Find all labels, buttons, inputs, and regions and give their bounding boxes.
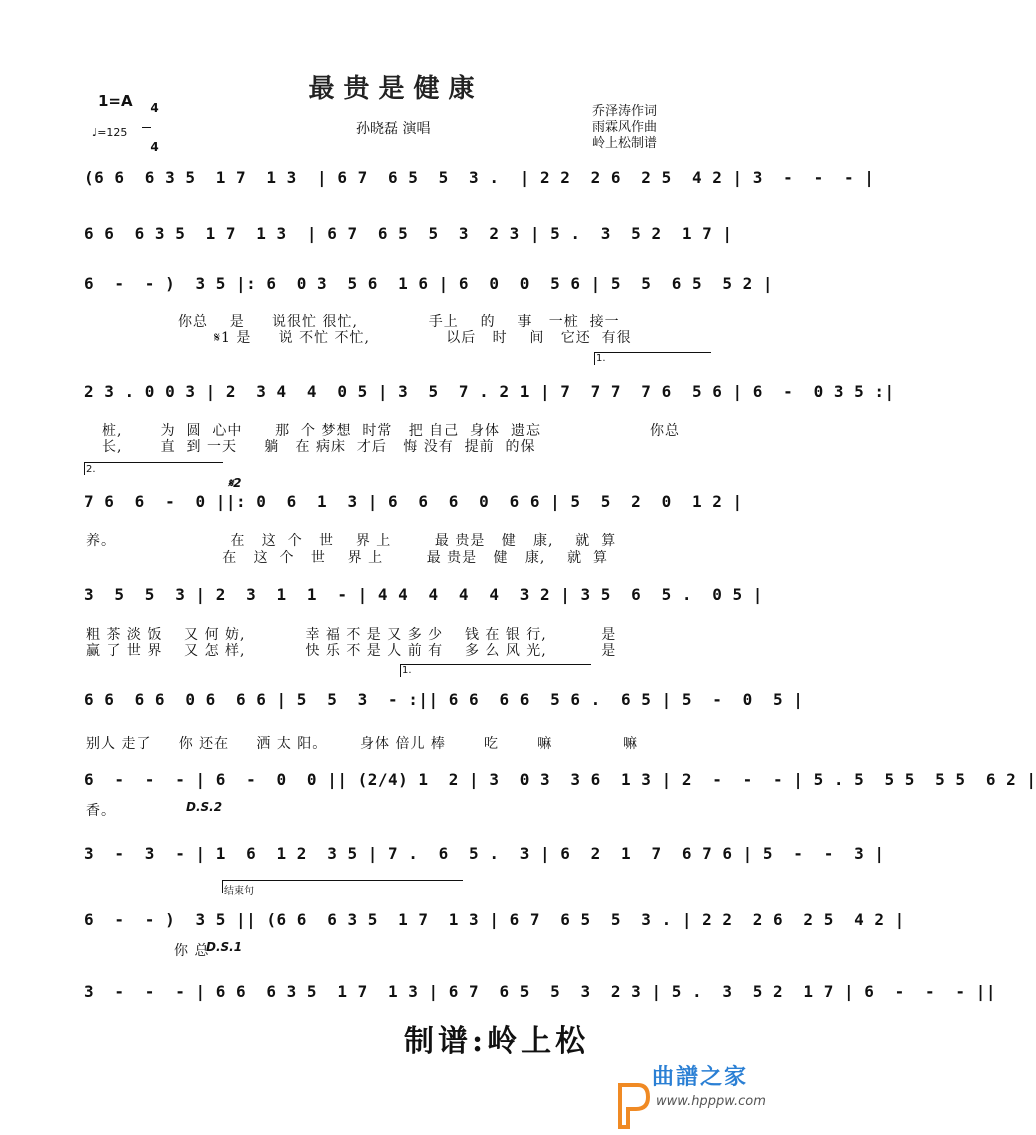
music-row-6: 3 5 5 3 | 2 3 1 1 - | 4 4 4 4 4 3 2 | 3 5 6 5 . 0 5 |	[84, 585, 763, 604]
composer: 雨霖风作曲	[592, 120, 658, 135]
music-row-5: 7 6 6 - 0 ||: 0 6 1 3 | 6 6 6 0 6 6 | 5 5 2 0 1 2 |	[84, 492, 743, 511]
lyricist: 乔泽涛作词	[592, 104, 658, 119]
site-url[interactable]: www.hpppw.com	[656, 1094, 766, 1109]
time-bottom: 4	[150, 140, 159, 154]
music-row-4: 2 3 . 0 0 3 | 2 3 4 4 0 5 | 3 5 7 . 2 1 | 7 7 7 7 6 5 6 | 6 - 0 3 5 :|	[84, 382, 895, 401]
arranger-signature: 制谱:岭上松	[404, 1024, 590, 1059]
music-row-8: 6 - - - | 6 - 0 0 || (2/4) 1 2 | 3 0 3 3 6 1 3 | 2 - - - | 5 . 5 5 5 5 5 6 2 |	[84, 770, 1036, 789]
lyric-line-7: 你 总	[174, 943, 210, 959]
ending-bracket	[222, 880, 463, 893]
lyric-line-2b: 长, 直 到 一天 躺 在 病床 才后 悔 没有 提前 的保	[102, 439, 536, 455]
segno-2: 𝄋2	[228, 476, 242, 490]
time-signature	[142, 90, 159, 153]
lyric-line-1a: 你总 是 说很忙 很忙, 手上 的 事 一桩 接一	[178, 314, 620, 330]
lyric-line-5: 别人 走了 你 还在 洒 太 阳。 身体 倍儿 棒 吃 嘛 嘛	[86, 736, 639, 752]
music-row-1: (6 6 6 3 5 1 7 1 3 | 6 7 6 5 5 3 . | 2 2 2 6 2 5 4 2 | 3 - - - |	[84, 168, 875, 187]
music-row-3: 6 - - ) 3 5 |: 6 0 3 5 6 1 6 | 6 0 0 5 6 | 5 5 6 5 5 2 |	[84, 274, 774, 293]
ending-label: 结束句	[224, 886, 254, 897]
song-title: 最贵是健康	[308, 74, 484, 104]
singer: 孙晓磊 演唱	[356, 121, 431, 137]
volta-1b-label: 1.	[402, 665, 412, 676]
music-row-2: 6 6 6 3 5 1 7 1 3 | 6 7 6 5 5 3 2 3 | 5 . 3 5 2 1 7 |	[84, 224, 733, 243]
lyric-line-4b: 赢 了 世 界 又 怎 样, 快 乐 不 是 人 前 有 多 么 风 光, 是	[86, 643, 617, 659]
logo-icon	[606, 1060, 640, 1112]
arranger-credit: 岭上松制谱	[592, 136, 658, 151]
music-row-11: 3 - - - | 6 6 6 3 5 1 7 1 3 | 6 7 6 5 5 3 2 3 | 5 . 3 5 2 1 7 | 6 - - - ||	[84, 982, 996, 1001]
ds1-mark: D.S.1	[206, 940, 243, 954]
volta-2-label: 2.	[86, 464, 96, 475]
key-signature: 1=A	[98, 92, 133, 110]
lyric-line-2a: 桩, 为 圆 心中 那 个 梦想 时常 把 自己 身体 遗忘 你总	[102, 423, 680, 439]
volta-1-bracket	[594, 352, 711, 365]
lyric-line-3a: 养。 在 这 个 世 界 上 最 贵是 健 康, 就 算	[86, 533, 617, 549]
volta-2-bracket	[84, 462, 223, 475]
volta-1b-bracket	[400, 664, 591, 677]
lyric-line-3b: 在 这 个 世 界 上 最 贵是 健 康, 就 算	[86, 550, 609, 566]
lyric-line-6: 香。	[86, 803, 116, 819]
tempo: ♩=125	[92, 126, 128, 139]
time-top: 4	[150, 101, 159, 115]
ds2-mark: D.S.2	[186, 800, 223, 814]
lyric-line-4a: 粗 茶 淡 饭 又 何 妨, 幸 福 不 是 又 多 少 钱 在 银 行, 是	[86, 627, 617, 643]
music-row-9: 3 - 3 - | 1 6 1 2 3 5 | 7 . 6 5 . 3 | 6 2 1 7 6 7 6 | 5 - - 3 |	[84, 844, 885, 863]
volta-1-label: 1.	[596, 353, 606, 364]
site-logo-text: 曲譜之家	[652, 1065, 749, 1090]
music-row-10: 6 - - ) 3 5 || (6 6 6 3 5 1 7 1 3 | 6 7 6 5 5 3 . | 2 2 2 6 2 5 4 2 |	[84, 910, 905, 929]
lyric-line-1b: 𝄋1 是 说 不忙 不忙, 以后 时 间 它还 有很	[214, 330, 632, 346]
music-row-7: 6 6 6 6 0 6 6 6 | 5 5 3 - :|| 6 6 6 6 5 6 . 6 5 | 5 - 0 5 |	[84, 690, 804, 709]
